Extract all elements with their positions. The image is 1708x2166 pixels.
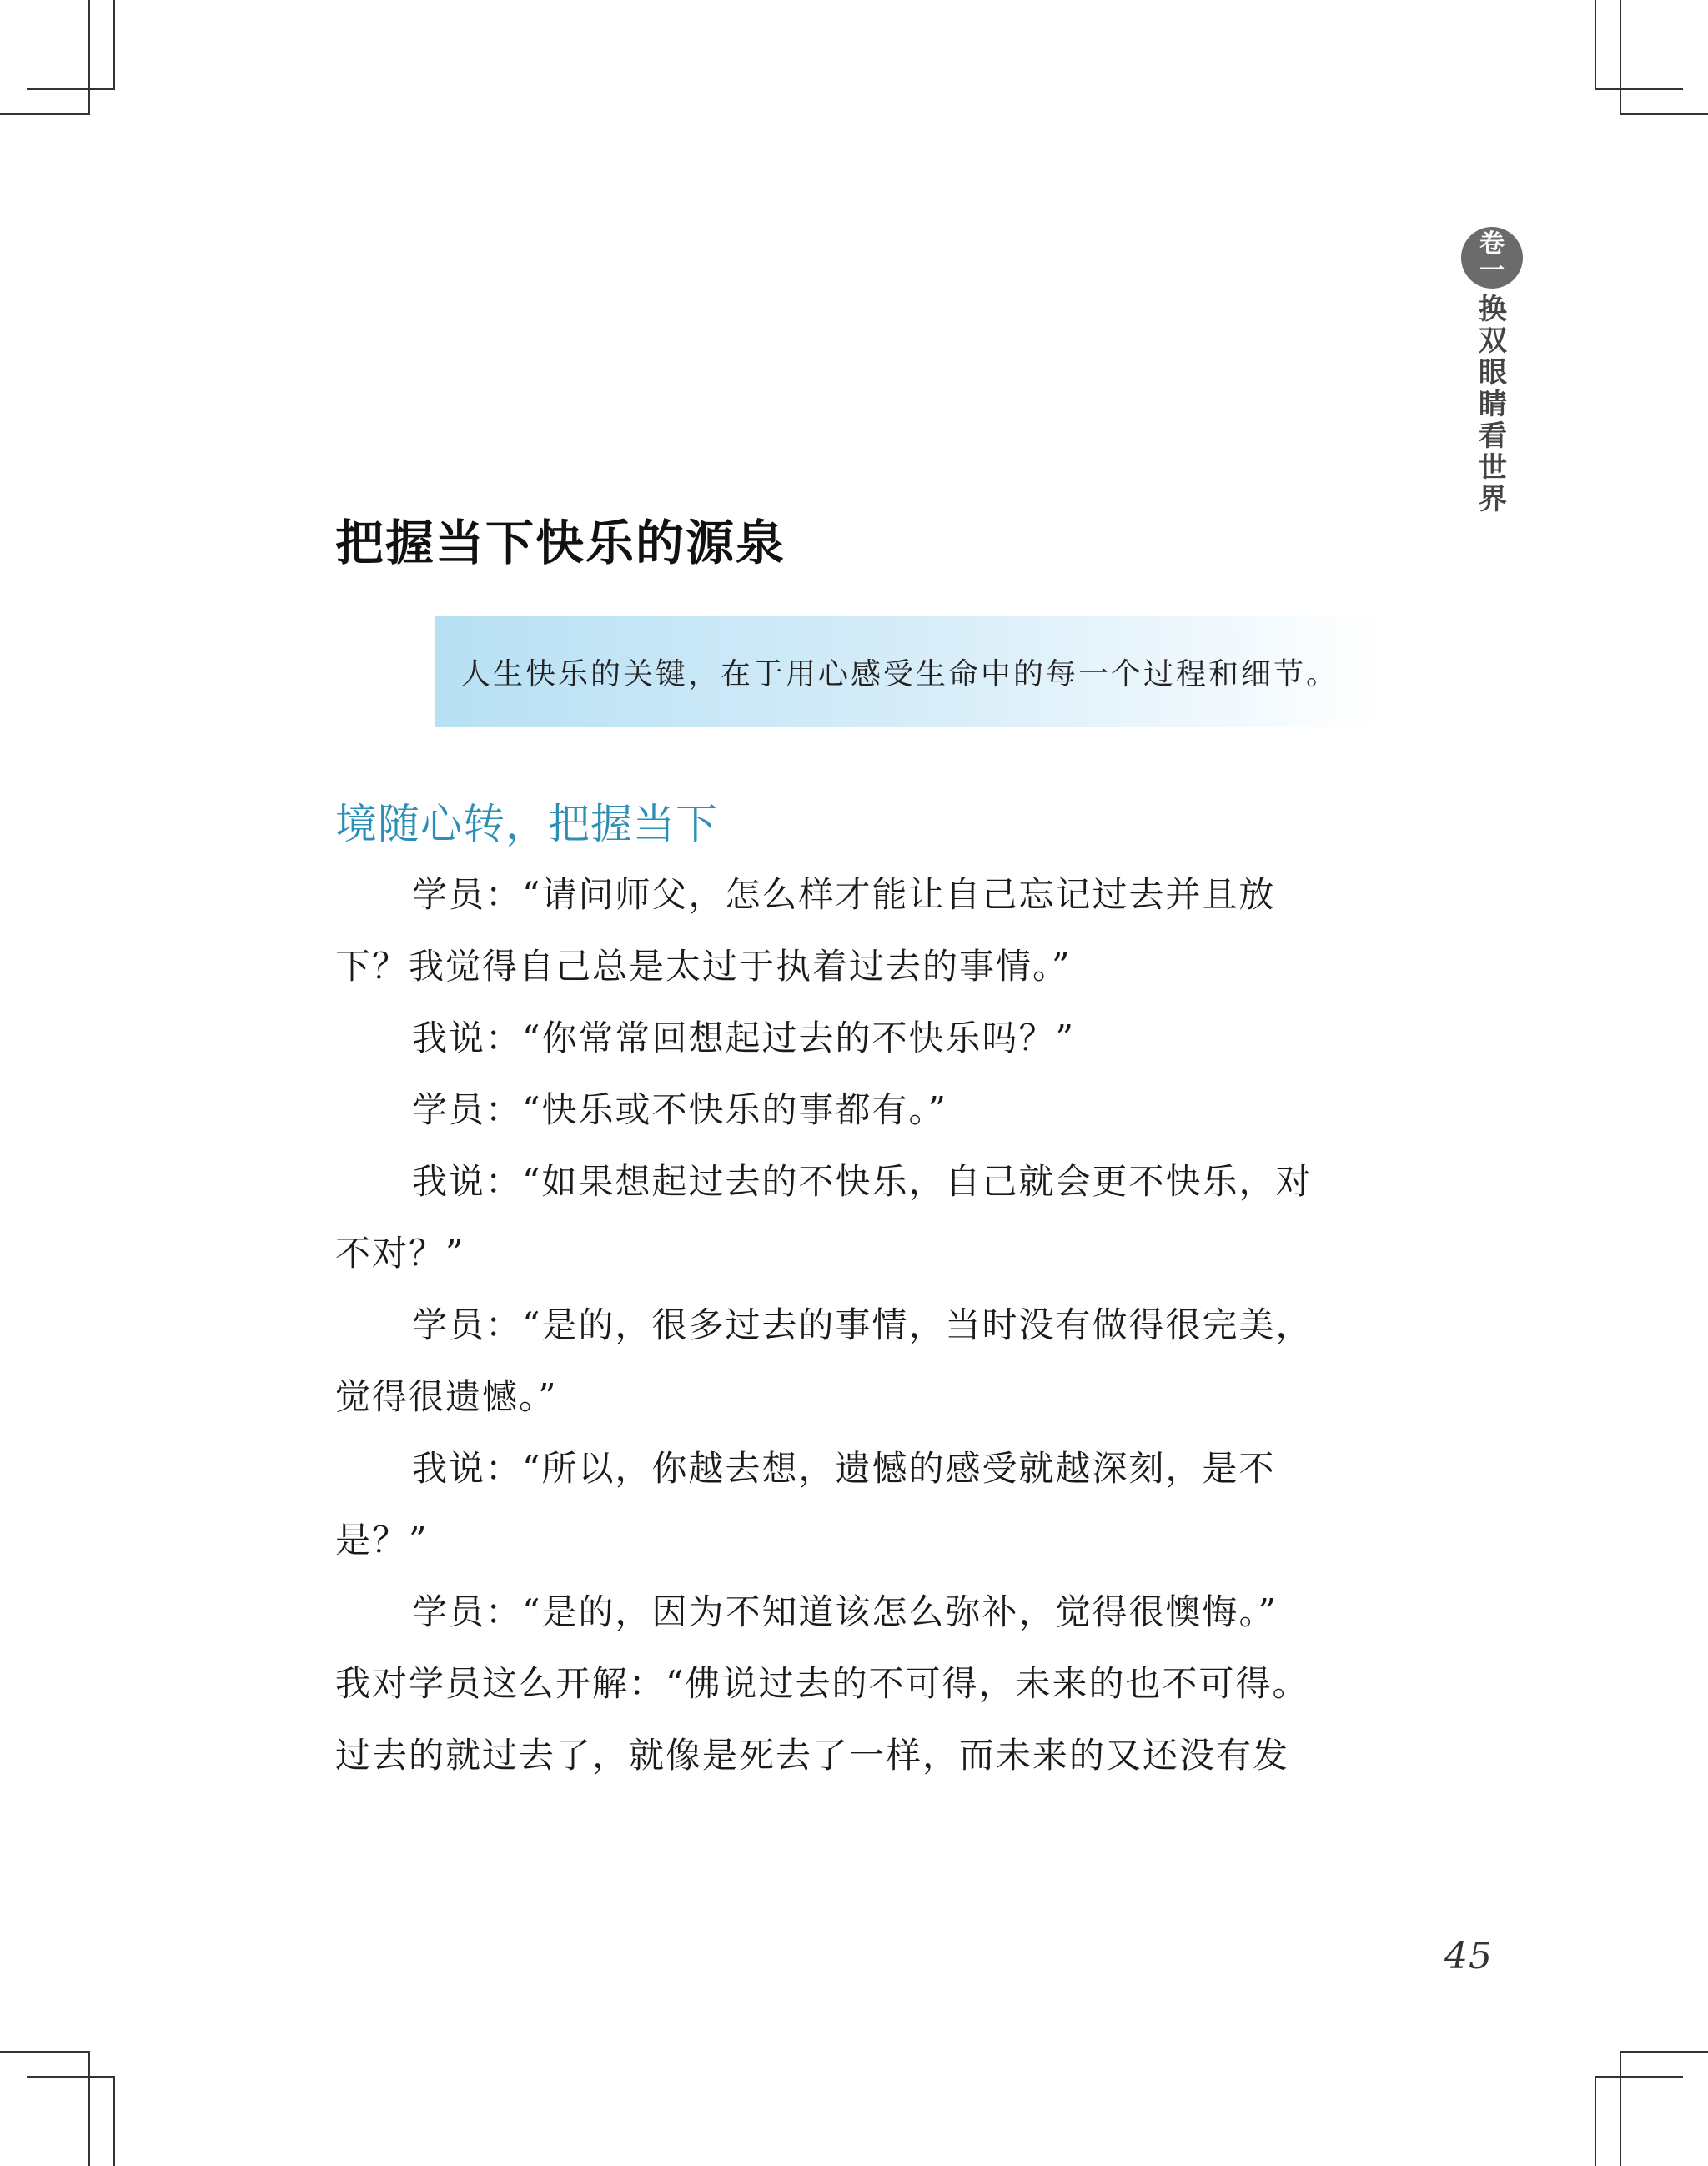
section-char: 世 xyxy=(1479,451,1507,485)
epigraph-box xyxy=(435,616,1381,727)
section-subheading: 境随心转，把握当下 xyxy=(335,800,718,848)
body-line: 觉得很遗憾。” xyxy=(335,1376,558,1417)
body-line: 过去的就过去了，就像是死去了一样，而未来的又还没有发 xyxy=(335,1735,1290,1776)
page-number: 45 xyxy=(1444,1935,1493,1978)
body-line: 不对？” xyxy=(335,1233,465,1274)
crop-mark xyxy=(1620,2051,1621,2166)
section-char: 睛 xyxy=(1479,388,1507,421)
crop-mark xyxy=(1620,0,1621,115)
body-line: 学员：“请问师父，怎么样才能让自己忘记过去并且放 xyxy=(412,874,1276,915)
chapter-title: 把握当下快乐的源泉 xyxy=(335,515,786,571)
crop-mark xyxy=(27,2076,115,2078)
section-char: 看 xyxy=(1479,420,1507,453)
crop-mark xyxy=(1595,88,1683,90)
body-line: 学员：“快乐或不快乐的事都有。” xyxy=(412,1089,947,1130)
crop-mark xyxy=(1620,113,1708,115)
section-char: 换 xyxy=(1479,293,1507,326)
volume-badge xyxy=(1461,227,1523,289)
body-line: 是？” xyxy=(335,1520,429,1560)
body-line: 我说：“你常常回想起过去的不快乐吗？” xyxy=(412,1018,1075,1058)
volume-char: 一 xyxy=(1479,256,1505,285)
section-char: 界 xyxy=(1479,483,1507,516)
body-text xyxy=(335,859,1349,1792)
epigraph-text: 人生快乐的关键，在于用心感受生命中的每一个过程和细节。 xyxy=(460,656,1339,691)
body-line: 下？我觉得自己总是太过于执着过去的事情。” xyxy=(335,946,1072,987)
body-line: 我说：“如果想起过去的不快乐，自己就会更不快乐，对 xyxy=(412,1161,1313,1202)
crop-mark xyxy=(1595,2078,1596,2166)
crop-mark xyxy=(113,0,115,88)
section-char: 眼 xyxy=(1479,356,1507,389)
body-line: 我对学员这么开解：“佛说过去的不可得，未来的也不可得。 xyxy=(335,1663,1309,1704)
body-line: 学员：“是的，很多过去的事情，当时没有做得很完美， xyxy=(412,1304,1313,1345)
crop-mark xyxy=(0,113,90,115)
crop-mark xyxy=(88,2051,90,2166)
crop-mark xyxy=(1595,0,1596,88)
volume-char: 卷 xyxy=(1479,229,1505,259)
crop-mark xyxy=(113,2078,115,2166)
section-title-vertical xyxy=(1474,294,1511,515)
crop-mark xyxy=(0,2051,90,2053)
section-char: 双 xyxy=(1479,324,1507,358)
body-line: 学员：“是的，因为不知道该怎么弥补，觉得很懊悔。” xyxy=(412,1591,1278,1632)
crop-mark xyxy=(88,0,90,115)
body-line: 我说：“所以，你越去想，遗憾的感受就越深刻，是不 xyxy=(412,1448,1276,1489)
crop-mark xyxy=(1595,2076,1683,2078)
crop-mark xyxy=(27,88,115,90)
crop-mark xyxy=(1620,2051,1708,2053)
